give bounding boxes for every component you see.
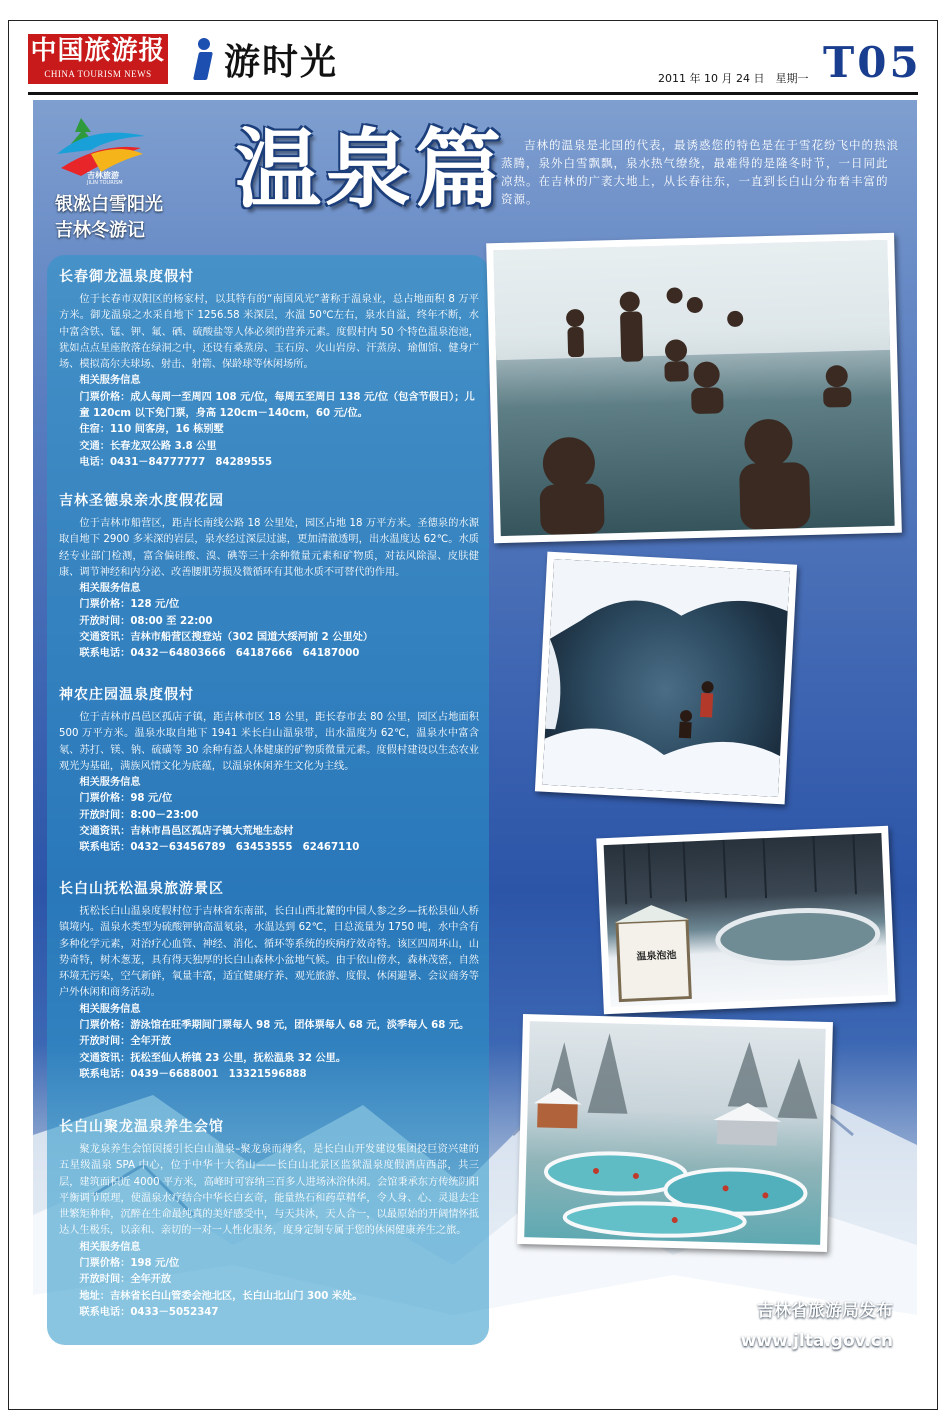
resort-title: 长白山聚龙温泉养生会馆 <box>59 1119 224 1135</box>
feature-title: 温泉篇 <box>235 120 505 220</box>
info-line: 住宿：110 间客房，16 栋别墅 <box>79 424 224 436</box>
bathers-illustration <box>493 240 894 536</box>
resort-title: 长春御龙温泉度假村 <box>59 269 194 285</box>
info-line: 交通：长春龙双公路 3.8 公里 <box>79 440 217 452</box>
section-title: 游时光 <box>224 40 339 83</box>
resort-description: 位于吉林市船营区，距吉长南线公路 18 公里处，园区占地 18 万平方米。圣德泉的水源取自地下 2900 多米深的岩层，泉水经过深层过滤，更加清澈透明，出水温度达 62℃。水质经专业部门检测，富含偏硅酸、溴、碘等三十余种微量元素和矿物质，对祛风除湿、皮肤健康、调节神经和内分泌、改善腰肌劳损及微循环有其他水质不可替代的作用。 <box>59 518 479 578</box>
masthead-rule <box>28 92 918 95</box>
resort-entry <box>59 1116 479 1321</box>
paper-logo <box>28 34 168 84</box>
info-line: 开放时间：8:00－23:00 <box>79 809 199 821</box>
resort-entry <box>59 490 479 663</box>
slogan <box>55 192 163 244</box>
info-heading: 相关服务信息 <box>79 777 141 789</box>
paper-name-cn: 中国旅游报 <box>30 36 166 66</box>
resort-entry <box>59 266 479 471</box>
info-i-icon <box>188 36 218 82</box>
resort-entry <box>59 684 479 857</box>
info-line: 门票价格：98 元/位 <box>79 793 173 805</box>
info-line: 联系电话：0439－6688001 13321596888 <box>79 1068 307 1080</box>
resort-title: 长白山抚松温泉旅游景区 <box>59 881 224 897</box>
info-line: 开放时间：全年开放 <box>79 1274 172 1286</box>
info-line: 交通资讯：抚松至仙人桥镇 23 公里，抚松温泉 32 公里。 <box>79 1052 347 1064</box>
info-line: 开放时间：08:00 至 22:00 <box>79 615 213 627</box>
info-line: 联系电话：0432－64803666 64187666 64187000 <box>79 648 360 660</box>
publisher-url[interactable]: www.jlta.gov.cn <box>740 1331 893 1351</box>
page-number: T05 <box>823 38 922 87</box>
info-heading: 相关服务信息 <box>79 1003 141 1015</box>
photo-snowy-resort-pools <box>517 1014 833 1252</box>
info-line: 电话：0431－84777777 84289555 <box>79 456 273 468</box>
publisher-name: 吉林省旅游局发布 <box>757 1301 893 1321</box>
slogan-line-2: 吉林冬游记 <box>55 220 145 241</box>
info-heading: 相关服务信息 <box>79 583 141 595</box>
resort-description: 位于吉林市昌邑区孤店子镇，距吉林市区 18 公里，距长春市去 80 公里，园区占地面积 500 万平方米。温泉水取自地下 1941 米长白山温泉带，出水温度为 62℃，温泉水中富含氡、苏打、镁、钠、硫磺等 30 余种有益人体健康的矿物质微量元素。度假村建设以生态农业观光为基础，满族风情文化为底蕴，以温泉休闲养生文化为主线。 <box>59 712 479 772</box>
photo-snow-cave-pool <box>535 552 797 805</box>
pool-sign-text: 温泉泡池 <box>636 950 677 963</box>
info-line: 交通资讯：吉林市船营区搜登站（302 国道大绥河前 2 公里处） <box>79 632 374 644</box>
masthead <box>28 30 922 90</box>
resort-title: 神农庄园温泉度假村 <box>59 687 194 703</box>
resort-description: 位于长春市双阳区的杨家村，以其特有的“南国风光”著称于温泉业，总占地面积 8 万平方米。御龙温泉之水采自地下 1256.58 米深层，水温 50℃左右，泉水自溢，终年不断，水中富含铁、锰、钾、氟、硒、硫酸盐等人体必须的营养元素。度假村内 50 个特色温泉泡池，犹如点点星座散落在绿洞之中，还设有桑蒸房、玉石房、火山岩房、汗蒸房、瑜伽馆、健身广场、模拟高尔夫球场、射击、射箭、保龄球等休闲场所。 <box>59 294 479 371</box>
info-line: 交通资讯：吉林市昌邑区孤店子镇大荒地生态村 <box>79 826 294 838</box>
info-line: 门票价格：128 元/位 <box>79 599 180 611</box>
info-line: 地址：吉林省长白山管委会池北区，长白山北山门 300 米处。 <box>79 1290 363 1302</box>
intro-paragraph: 吉林的温泉是北国的代表，最诱惑您的特色是在于雪花纷飞中的热浪蒸腾，泉外白雪飘飘，泉水热气缭绕，最难得的是隆冬时节，一日同此凉热。在吉林的广袤大地上，从长春往东，一直到长白山分布着丰富的资源。 <box>501 138 899 206</box>
info-line: 门票价格：成人每周一至周四 108 元/位，每周五至周日 138 元/位（包含节假日）；儿童 120cm 以下免门票，身高 120cm－140cm，60 元/位。 <box>79 391 475 420</box>
info-line: 门票价格：游泳馆在旺季期间门票每人 98 元，团体票每人 68 元，淡季每人 68 元。 <box>79 1020 470 1032</box>
photo-hot-spring-bathers <box>486 233 902 544</box>
section-header <box>188 32 338 86</box>
outdoor-pool-illustration <box>604 833 889 1007</box>
resort-entry <box>59 878 479 1083</box>
logo-text: 吉林旅游 <box>87 171 119 180</box>
info-heading: 相关服务信息 <box>79 375 141 387</box>
photo-outdoor-pool-sign <box>596 826 895 1015</box>
resort-pools-illustration <box>524 1021 826 1245</box>
logo-sub: JILIN TOURISM <box>87 180 123 186</box>
feature-panel <box>33 100 917 1375</box>
resort-description: 聚龙泉养生会馆因援引长白山温泉–聚龙泉而得名，是长白山开发建设集团投巨资兴建的五星级温泉 SPA 中心，位于中华十大名山——长白山北景区监狱温泉度假酒店西部，共三层，建筑面积近 4000 平方米，高峰时可容纳三百多人进场沐浴休闲。会馆秉承东方传统阴阳平衡调节原理，使温泉水疗结合中华长白玄奇，能量热石和药草精华，令人身、心、灵退去尘世繁矩种种，沉醉在生命最纯真的美好感受中，与天共沐，天人合一，以最原始的开阔情怀抵达人生极乐，以亲和、亲切的一对一人性化服务，度身定制专属于您的休闲健康养生之旅。 <box>59 1144 479 1237</box>
publisher-footer <box>723 1296 893 1356</box>
info-line: 门票价格：198 元/位 <box>79 1258 180 1270</box>
snow-cave-illustration <box>542 559 790 797</box>
info-heading: 相关服务信息 <box>79 1241 141 1253</box>
issue-date: 2011 年 10 月 24 日 星期一 <box>658 72 809 85</box>
slogan-line-1: 银凇白雪阳光 <box>55 194 163 215</box>
info-line: 联系电话：0433－5052347 <box>79 1306 219 1318</box>
info-line: 开放时间：全年开放 <box>79 1036 172 1048</box>
resort-title: 吉林圣德泉亲水度假花园 <box>59 493 224 509</box>
resort-description: 抚松长白山温泉度假村位于吉林省东南部，长白山西北麓的中国人参之乡—抚松县仙人桥镇境内。温泉水类型为硫酸钾钠高温氡泉，水温达到 62℃，日总流量为 1750 吨，水中含有多种化学元素，对治疗心血管、神经、消化、循环等系统的疾病疗效奇特。该区四周环山，山势奇特，树木葱茏，具有得天独厚的长白山森林小盆地气候。由于依山傍水，森林茂密，自然环境无污染，空气新鲜，氧量丰富，适宜健康疗养、观光旅游、度假、休闲避暑、会议商务等户外休闲和商务活动。 <box>59 906 479 999</box>
info-line: 联系电话：0432－63456789 63453555 62467110 <box>79 842 360 854</box>
paper-name-en: CHINA TOURISM NEWS <box>44 69 152 79</box>
